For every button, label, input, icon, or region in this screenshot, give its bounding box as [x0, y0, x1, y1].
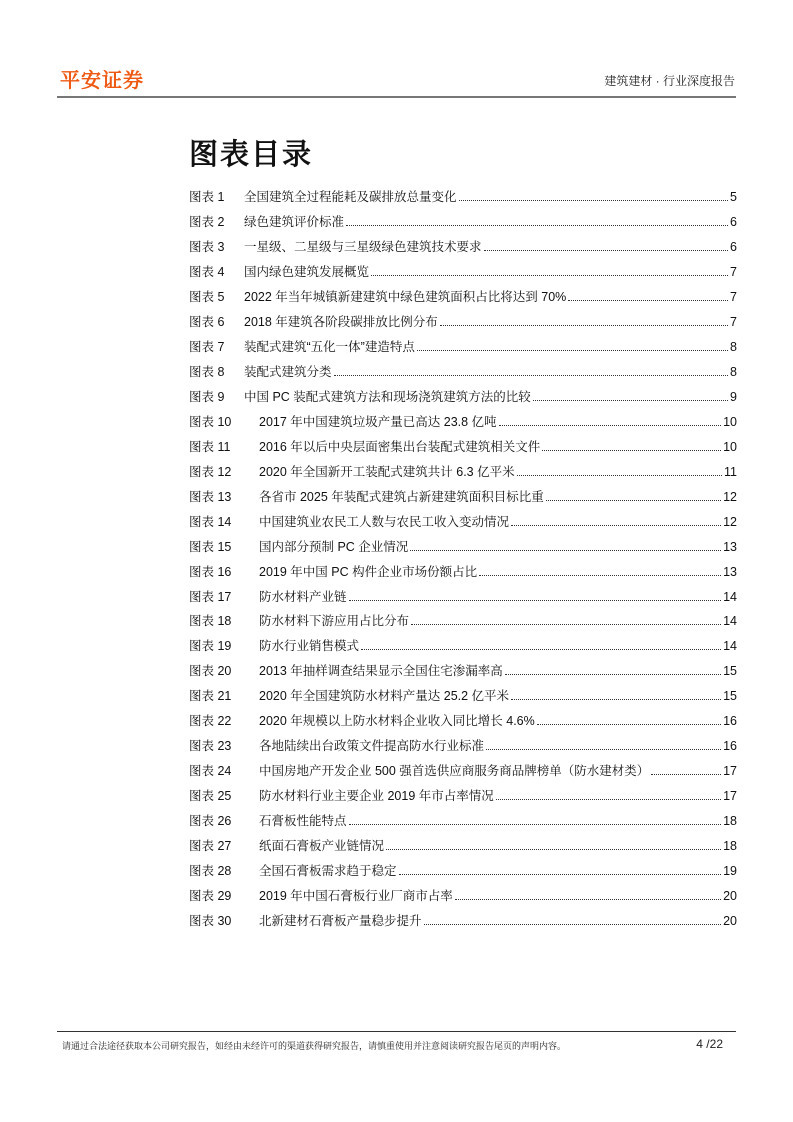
footer-disclaimer: 请通过合法途径获取本公司研究报告，如经由未经许可的渠道获得研究报告，请慎重使用并注意阅读研究报告尾页的声明内容。	[62, 1041, 567, 1051]
toc-entry[interactable]	[189, 611, 737, 636]
toc-label: 图表 16	[189, 564, 232, 579]
dot-leader	[486, 749, 721, 750]
toc-entry[interactable]	[189, 487, 737, 512]
dot-leader	[511, 525, 721, 526]
toc-page: 9	[730, 389, 737, 404]
toc-label: 图表 5	[189, 289, 225, 304]
toc-page: 14	[723, 639, 737, 654]
toc-title[interactable]: 绿色建筑评价标准	[244, 214, 345, 229]
toc-label: 图表 8	[189, 364, 225, 379]
toc-page: 14	[723, 614, 737, 629]
toc-page: 7	[730, 264, 737, 279]
dot-leader	[517, 475, 722, 476]
dot-leader	[511, 699, 721, 700]
toc-title[interactable]: 2020 年规模以上防水材料企业收入同比增长 4.6%	[259, 714, 535, 729]
toc-label: 图表 26	[189, 814, 232, 829]
toc-page: 8	[730, 339, 737, 354]
toc-entry[interactable]	[189, 462, 737, 487]
toc-label: 图表 27	[189, 839, 232, 854]
toc-entry[interactable]	[189, 587, 737, 612]
toc-entry[interactable]	[189, 362, 737, 387]
dot-leader	[424, 924, 722, 925]
toc-title[interactable]: 防水材料行业主要企业 2019 年市占率情况	[259, 789, 494, 804]
toc-title[interactable]: 2022 年当年城镇新建建筑中绿色建筑面积占比将达到 70%	[244, 289, 567, 304]
toc-title[interactable]: 防水材料产业链	[259, 589, 347, 604]
dot-leader	[417, 350, 728, 351]
toc-title[interactable]: 2017 年中国建筑垃圾产量已高达 23.8 亿吨	[259, 414, 497, 429]
dot-leader	[455, 899, 721, 900]
toc-entry[interactable]	[189, 412, 737, 437]
toc-entry[interactable]	[189, 836, 737, 861]
toc-entry[interactable]	[189, 911, 737, 936]
dot-leader	[410, 550, 721, 551]
toc-entry[interactable]	[189, 437, 737, 462]
toc-title[interactable]: 北新建材石膏板产量稳步提升	[259, 914, 422, 929]
table-of-figures	[189, 187, 737, 936]
toc-entry[interactable]	[189, 312, 737, 337]
toc-label: 图表 1	[189, 190, 225, 204]
dot-leader	[440, 325, 728, 326]
toc-title[interactable]: 国内部分预制 PC 企业情况	[259, 539, 409, 554]
toc-title[interactable]: 纸面石膏板产业链情况	[259, 839, 385, 854]
dot-leader	[496, 799, 721, 800]
toc-title[interactable]: 中国 PC 装配式建筑方法和现场浇筑建筑方法的比较	[244, 389, 531, 404]
dot-leader	[349, 824, 722, 825]
toc-label: 图表 14	[189, 514, 232, 529]
company-logo: 平安证券	[60, 70, 144, 92]
toc-label: 图表 25	[189, 789, 232, 804]
toc-title[interactable]: 全国石膏板需求趋于稳定	[259, 864, 397, 879]
toc-label: 图表 17	[189, 589, 232, 604]
page-number: 4 /22	[696, 1037, 723, 1051]
toc-title[interactable]: 装配式建筑“五化一体”建造特点	[244, 339, 415, 354]
toc-title[interactable]: 国内绿色建筑发展概览	[244, 264, 370, 279]
toc-title[interactable]: 2019 年中国石膏板行业厂商市占率	[259, 889, 453, 904]
toc-page: 6	[730, 239, 737, 254]
dot-leader	[505, 674, 721, 675]
toc-title[interactable]: 防水行业销售模式	[259, 639, 360, 654]
toc-page: 7	[730, 314, 737, 329]
toc-title[interactable]: 各地陆续出台政策文件提高防水行业标准	[259, 739, 485, 754]
toc-title[interactable]: 中国房地产开发企业 500 强首选供应商服务商品牌榜单（防水建材类）	[259, 764, 650, 779]
toc-title[interactable]: 装配式建筑分类	[244, 364, 332, 379]
toc-page: 16	[723, 739, 737, 754]
toc-label: 图表 3	[189, 239, 225, 254]
toc-title[interactable]: 石膏板性能特点	[259, 814, 347, 829]
toc-page: 6	[730, 214, 737, 229]
toc-entry[interactable]	[189, 811, 737, 836]
toc-title[interactable]: 全国建筑全过程能耗及碳排放总量变化	[244, 190, 457, 204]
toc-entry[interactable]	[189, 861, 737, 886]
toc-label: 图表 18	[189, 614, 232, 629]
toc-entry[interactable]	[189, 187, 737, 212]
toc-label: 图表 23	[189, 739, 232, 754]
dot-leader	[537, 724, 721, 725]
toc-title[interactable]: 2020 年全国新开工装配式建筑共计 6.3 亿平米	[259, 464, 515, 479]
dot-leader	[361, 649, 721, 650]
toc-label: 图表 20	[189, 664, 232, 679]
dot-leader	[346, 225, 728, 226]
dot-leader	[459, 200, 729, 201]
toc-entry[interactable]	[189, 786, 737, 811]
toc-label: 图表 12	[189, 464, 232, 479]
toc-title[interactable]: 2018 年建筑各阶段碳排放比例分布	[244, 314, 438, 329]
toc-title[interactable]: 防水材料下游应用占比分布	[259, 614, 410, 629]
toc-title[interactable]: 2019 年中国 PC 构件企业市场份额占比	[259, 564, 478, 579]
toc-label: 图表 11	[189, 439, 231, 454]
toc-page: 12	[723, 489, 737, 504]
toc-page: 17	[723, 789, 737, 804]
dot-leader	[651, 774, 721, 775]
toc-page: 14	[723, 589, 737, 604]
dot-leader	[349, 600, 722, 601]
toc-label: 图表 21	[189, 689, 232, 704]
toc-entry[interactable]	[189, 212, 737, 237]
toc-entry[interactable]	[189, 537, 737, 562]
toc-entry[interactable]	[189, 237, 737, 262]
toc-page: 20	[723, 889, 737, 904]
dot-leader	[546, 500, 721, 501]
dot-leader	[386, 849, 721, 850]
toc-label: 图表 22	[189, 714, 232, 729]
page-title: 图表目录	[189, 139, 314, 171]
toc-label: 图表 28	[189, 864, 232, 879]
toc-entry[interactable]	[189, 262, 737, 287]
toc-entry[interactable]	[189, 886, 737, 911]
dot-leader	[568, 300, 728, 301]
toc-label: 图表 13	[189, 489, 232, 504]
dot-leader	[479, 575, 721, 576]
toc-entry[interactable]	[189, 736, 737, 761]
dot-leader	[484, 250, 729, 251]
dot-leader	[499, 425, 722, 426]
toc-page: 17	[723, 764, 737, 779]
toc-entry[interactable]	[189, 711, 737, 736]
toc-entry[interactable]	[189, 387, 737, 412]
toc-label: 图表 15	[189, 539, 232, 554]
footer-divider	[57, 1031, 736, 1032]
toc-page: 15	[723, 664, 737, 679]
toc-label: 图表 10	[189, 414, 232, 429]
toc-title[interactable]: 2020 年全国建筑防水材料产量达 25.2 亿平米	[259, 689, 510, 704]
toc-entry[interactable]	[189, 636, 737, 661]
report-type: 建筑建材 · 行业深度报告	[604, 74, 735, 88]
toc-label: 图表 7	[189, 339, 225, 354]
dot-leader	[533, 400, 728, 401]
toc-title[interactable]: 2016 年以后中央层面密集出台装配式建筑相关文件	[259, 439, 541, 454]
dot-leader	[411, 624, 721, 625]
toc-title[interactable]: 中国建筑业农民工人数与农民工收入变动情况	[259, 514, 510, 529]
toc-page: 20	[723, 914, 737, 929]
toc-page: 19	[723, 864, 737, 879]
toc-label: 图表 19	[189, 639, 232, 654]
toc-title[interactable]: 一星级、二星级与三星级绿色建筑技术要求	[244, 239, 482, 254]
dot-leader	[542, 450, 721, 451]
toc-label: 图表 2	[189, 214, 225, 229]
toc-title[interactable]: 各省市 2025 年装配式建筑占新建建筑面积目标比重	[259, 489, 544, 504]
toc-label: 图表 4	[189, 264, 225, 279]
toc-page: 13	[723, 564, 737, 579]
toc-page: 5	[730, 190, 737, 204]
toc-label: 图表 24	[189, 764, 232, 779]
toc-page: 10	[723, 414, 737, 429]
toc-page: 10	[723, 439, 737, 454]
toc-title[interactable]: 2013 年抽样调查结果显示全国住宅渗漏率高	[259, 664, 503, 679]
toc-page: 8	[730, 364, 737, 379]
toc-page: 11	[724, 464, 737, 479]
dot-leader	[371, 275, 728, 276]
toc-entry[interactable]	[189, 686, 737, 711]
toc-label: 图表 6	[189, 314, 225, 329]
toc-page: 7	[730, 289, 737, 304]
toc-entry[interactable]	[189, 661, 737, 686]
toc-page: 15	[723, 689, 737, 704]
header-divider	[57, 96, 736, 98]
toc-entry[interactable]	[189, 761, 737, 786]
toc-entry[interactable]	[189, 287, 737, 312]
dot-leader	[399, 874, 722, 875]
toc-entry[interactable]	[189, 512, 737, 537]
dot-leader	[334, 375, 729, 376]
toc-entry[interactable]	[189, 337, 737, 362]
toc-label: 图表 29	[189, 889, 232, 904]
toc-page: 13	[723, 539, 737, 554]
toc-page: 16	[723, 714, 737, 729]
toc-entry[interactable]	[189, 562, 737, 587]
toc-page: 12	[723, 514, 737, 529]
toc-page: 18	[723, 839, 737, 854]
toc-page: 18	[723, 814, 737, 829]
toc-label: 图表 30	[189, 914, 232, 929]
toc-label: 图表 9	[189, 389, 225, 404]
